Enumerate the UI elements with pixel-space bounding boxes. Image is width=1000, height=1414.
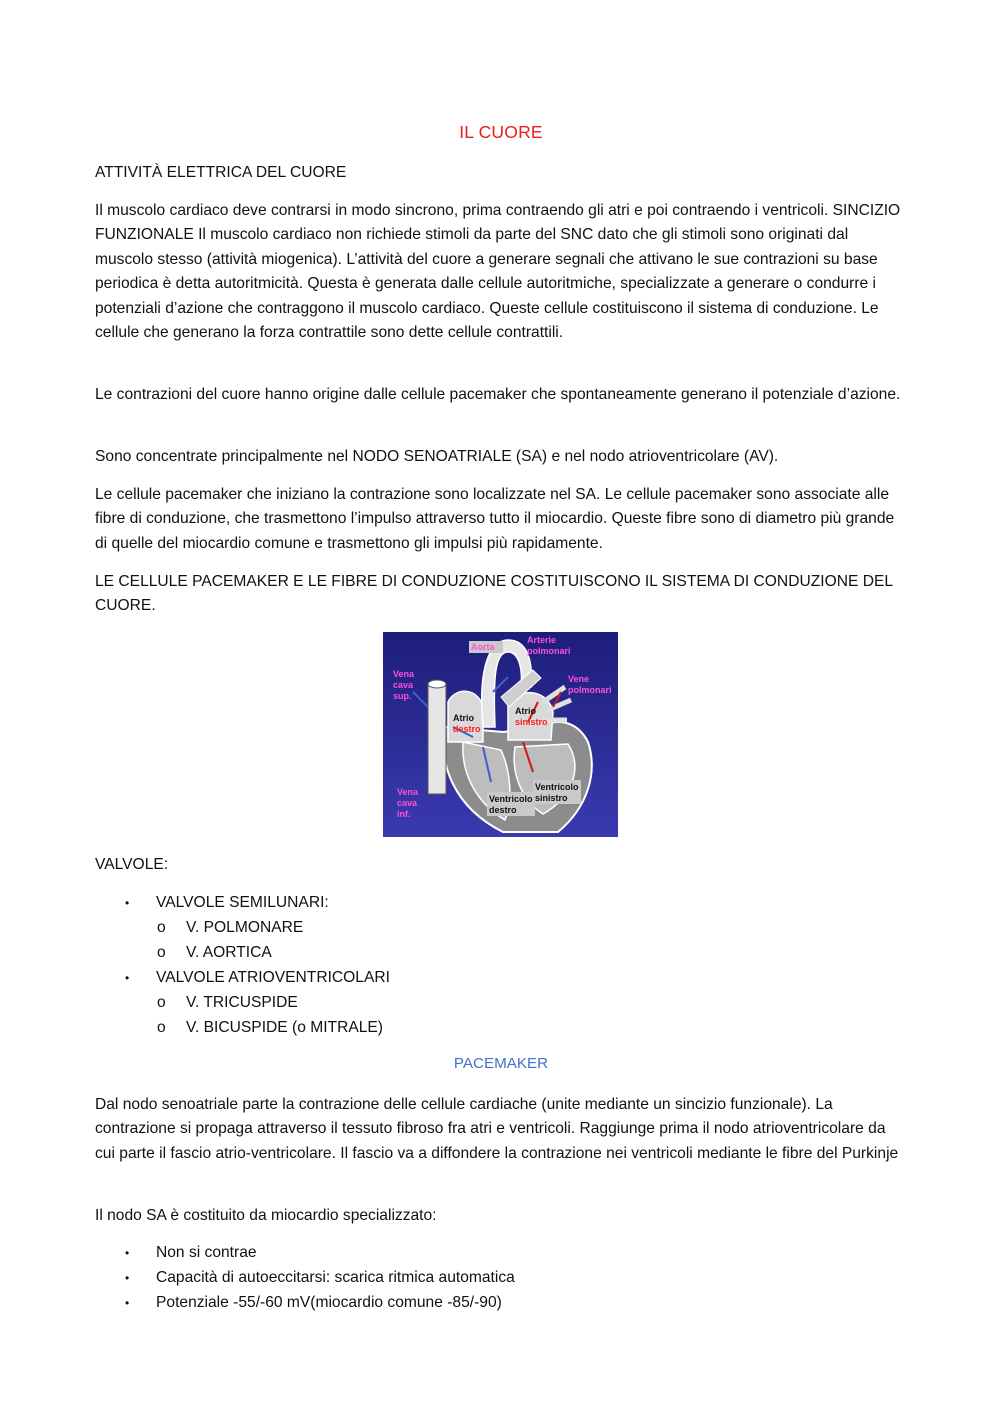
paragraph-conduction-fibers: Le cellule pacemaker che iniziano la contrazione sono localizzate nel SA. Le cellule pacemaker sono associate alle fibre di conduzione, che trasmettono l’impulso attraverso tutto il miocardio. Queste fibre sono di diametro più grande di quelle del miocardio comune e trasmettono gli impulsi più rapidamente. [95,486,895,552]
sa-property: Capacità di autoeccitarsi: scarica ritmica automatica [156,1269,515,1286]
figure-label-aorta: Aorta [471,642,495,652]
figure-label-vene-2: polmonari [568,685,612,695]
section-heading: ATTIVITÀ ELETTRICA DEL CUORE [95,164,347,181]
figure-label-ventr-s-2: sinistro [535,793,568,803]
paragraph-nodes: Sono concentrate principalmente nel NODO SENOATRIALE (SA) e nel nodo atrioventricolare (AV). [95,448,779,465]
sub-bullet-icon: o [157,994,166,1011]
figure-label-vena-sup-1: Vena [393,669,415,679]
paragraph-conduction-system: LE CELLULE PACEMAKER E LE FIBRE DI CONDUZIONE COSTITUISCONO IL SISTEMA DI CONDUZIONE DEL CUORE. [95,573,893,615]
bullet-icon: • [125,1271,130,1285]
document-title: IL CUORE [459,122,543,142]
pacemaker-title: PACEMAKER [453,1055,549,1072]
figure-label-arterie-1: Arterie [527,635,557,645]
bullet-icon: • [125,971,130,985]
figure-label-vena-inf-1: Vena [397,787,419,797]
paragraph-pacemaker-origin: Le contrazioni del cuore hanno origine dalle cellule pacemaker che spontaneamente generano il potenziale d’azione. [95,386,901,403]
paragraph-sa-node-propagation: Dal nodo senoatriale parte la contrazione delle cellule cardiache (unite mediante un sincizio funzionale). La contrazione si propaga attraverso il tessuto fibroso fra atri e ventricoli. Raggiunge prima il nodo atrioventricolare da cui parte il fascio atrio-ventricolare. Il fascio va a diffondere la contrazione nei ventricoli mediante le fibre del Purkinje [95,1096,899,1162]
figure-label-vene-1: Vene [568,674,590,684]
valve-group-semilunari: VALVOLE SEMILUNARI: [156,894,329,911]
figure-label-ventr-s-1: Ventricolo [535,782,579,792]
bullet-icon: • [125,1296,130,1310]
paragraph-sa-node-composition: Il nodo SA è costituito da miocardio specializzato: [95,1207,437,1224]
figure-label-atrio-d-2: destro [453,724,481,734]
valve-polmonare: V. POLMONARE [186,919,304,936]
valve-group-atrioventricolari: VALVOLE ATRIOVENTRICOLARI [156,969,390,986]
heart-diagram-svg [383,632,618,837]
vena-cava-shape [428,684,446,794]
figure-label-vena-sup-3: sup. [393,691,412,701]
valve-aortica: V. AORTICA [186,944,272,961]
figure-label-atrio-s-1: Atrio [515,706,536,716]
figure-label-vena-inf-3: inf. [397,809,411,819]
bullet-icon: • [125,1246,130,1260]
valve-tricuspide: V. TRICUSPIDE [186,994,298,1011]
figure-label-ventr-d-1: Ventricolo [489,794,533,804]
paragraph-sincizio: Il muscolo cardiaco deve contrarsi in modo sincrono, prima contraendo gli atri e poi contraendo i ventricoli. SINCIZIO FUNZIONALE Il muscolo cardiaco non richiede stimoli da parte del SNC dato che gli stimoli sono originati dal muscolo stesso (attività miogenica). L’attività del cuore a generare segnali che attivano le sue contrazioni su base periodica è detta autoritmicità. Questa è generata dalle cellule autoritmiche, specializzate a generare o condurre i potenziali d’azione che contraggono il muscolo cardiaco. Queste cellule costituiscono il sistema di conduzione. Le cellule che generano la forza contrattile sono dette cellule contrattili. [95,202,901,342]
figure-label-vena-inf-2: cava [397,798,418,808]
figure-label-ventr-d-2: destro [489,805,517,815]
sa-property: Non si contrae [156,1244,257,1261]
figure-label-vena-sup-2: cava [393,680,414,690]
valve-bicuspide: V. BICUSPIDE (o MITRALE) [186,1019,383,1036]
bullet-icon: • [125,896,130,910]
valves-heading: VALVOLE: [95,856,169,873]
figure-label-arterie-2: polmonari [527,646,571,656]
figure-label-atrio-s-2: sinistro [515,717,548,727]
figure-label-atrio-d-1: Atrio [453,713,474,723]
sub-bullet-icon: o [157,944,166,961]
sub-bullet-icon: o [157,919,166,936]
sub-bullet-icon: o [157,1019,166,1036]
heart-diagram [383,632,618,837]
sa-property: Potenziale -55/-60 mV(miocardio comune -85/-90) [156,1294,502,1311]
